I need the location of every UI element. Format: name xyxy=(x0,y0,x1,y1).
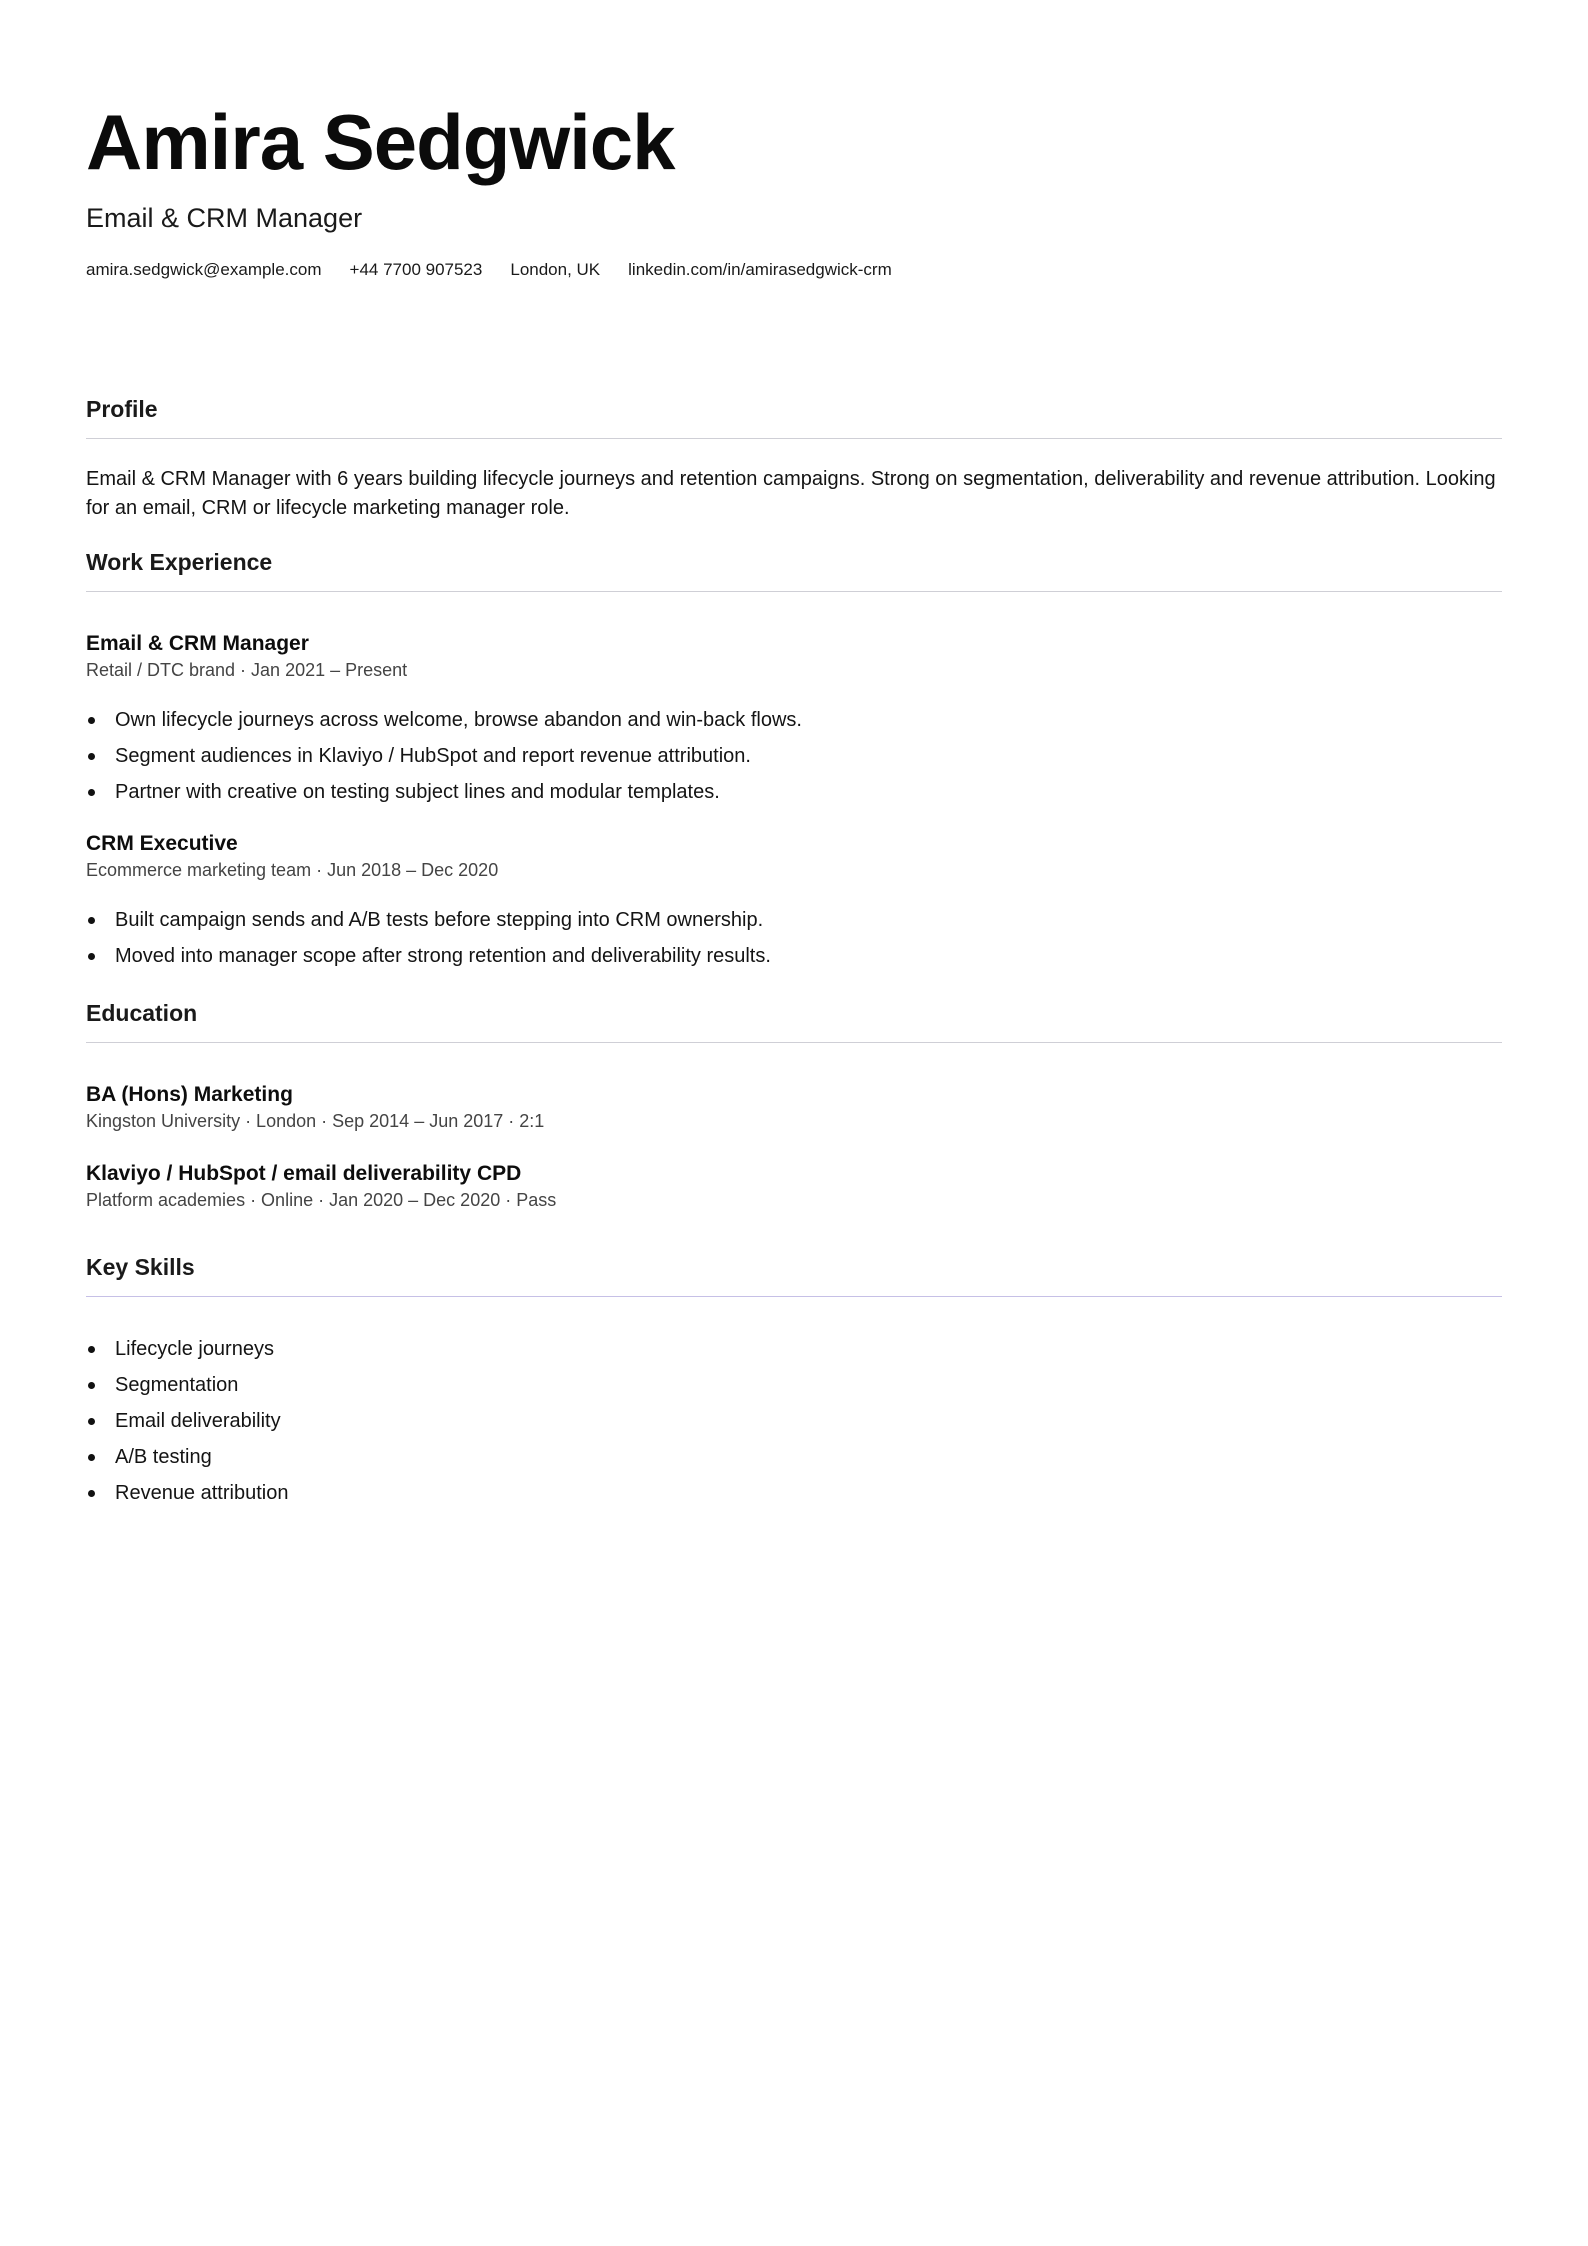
job-entry xyxy=(86,630,1502,810)
education-entry xyxy=(86,1081,1502,1133)
job-entry xyxy=(86,830,1502,974)
list-item: Lifecycle journeys xyxy=(86,1331,1502,1367)
education-entry xyxy=(86,1160,1502,1212)
skills-list xyxy=(86,1331,1502,1511)
candidate-headline: Email & CRM Manager xyxy=(86,203,363,233)
section-title-skills: Key Skills xyxy=(86,1254,195,1280)
job-title: CRM Executive xyxy=(86,832,238,855)
contact-email[interactable]: amira.sedgwick@example.com xyxy=(86,260,322,279)
section-divider xyxy=(86,591,1502,592)
list-item: Segmentation xyxy=(86,1367,1502,1403)
contact-phone[interactable]: +44 7700 907523 xyxy=(349,260,483,279)
list-item: Revenue attribution xyxy=(86,1475,1502,1511)
profile-summary: Email & CRM Manager with 6 years building lifecycle journeys and retention campaigns. Strong on segmentation, deliverability and revenue attribution. Looking for an email, CRM or lifecycle marketing manager role. xyxy=(86,468,1496,519)
job-meta: Ecommerce marketing team · Jun 2018 – Dec 2020 xyxy=(86,860,499,880)
list-item: Segment audiences in Klaviyo / HubSpot and report revenue attribution. xyxy=(86,738,1502,774)
job-bullets xyxy=(86,902,1502,974)
job-title: Email & CRM Manager xyxy=(86,632,309,655)
list-item: Email deliverability xyxy=(86,1403,1502,1439)
contact-location: London, UK xyxy=(510,260,601,279)
section-divider xyxy=(86,1296,1502,1297)
resume-header xyxy=(86,96,1502,282)
education-section xyxy=(86,998,1502,1212)
education-meta: Kingston University · London · Sep 2014 – Jun 2017 · 2:1 xyxy=(86,1111,545,1131)
contact-linkedin[interactable]: linkedin.com/in/amirasedgwick-crm xyxy=(628,260,892,279)
contact-list xyxy=(86,258,1502,282)
section-title-education: Education xyxy=(86,1000,198,1026)
education-title: Klaviyo / HubSpot / email deliverability CPD xyxy=(86,1162,522,1185)
section-divider xyxy=(86,1042,1502,1043)
candidate-name: Amira Sedgwick xyxy=(86,98,675,186)
list-item: A/B testing xyxy=(86,1439,1502,1475)
list-item: Moved into manager scope after strong retention and deliverability results. xyxy=(86,938,1502,974)
job-bullets xyxy=(86,702,1502,810)
section-divider xyxy=(86,438,1502,439)
section-title-profile: Profile xyxy=(86,396,158,422)
education-title: BA (Hons) Marketing xyxy=(86,1083,293,1106)
section-title-experience: Work Experience xyxy=(86,549,273,575)
list-item: Partner with creative on testing subject lines and modular templates. xyxy=(86,774,1502,810)
skills-section xyxy=(86,1252,1502,1511)
experience-section xyxy=(86,547,1502,974)
list-item: Built campaign sends and A/B tests before stepping into CRM ownership. xyxy=(86,902,1502,938)
education-meta: Platform academies · Online · Jan 2020 – Dec 2020 · Pass xyxy=(86,1190,557,1210)
list-item: Own lifecycle journeys across welcome, browse abandon and win-back flows. xyxy=(86,702,1502,738)
job-meta: Retail / DTC brand · Jan 2021 – Present xyxy=(86,660,408,680)
profile-section xyxy=(86,394,1502,523)
